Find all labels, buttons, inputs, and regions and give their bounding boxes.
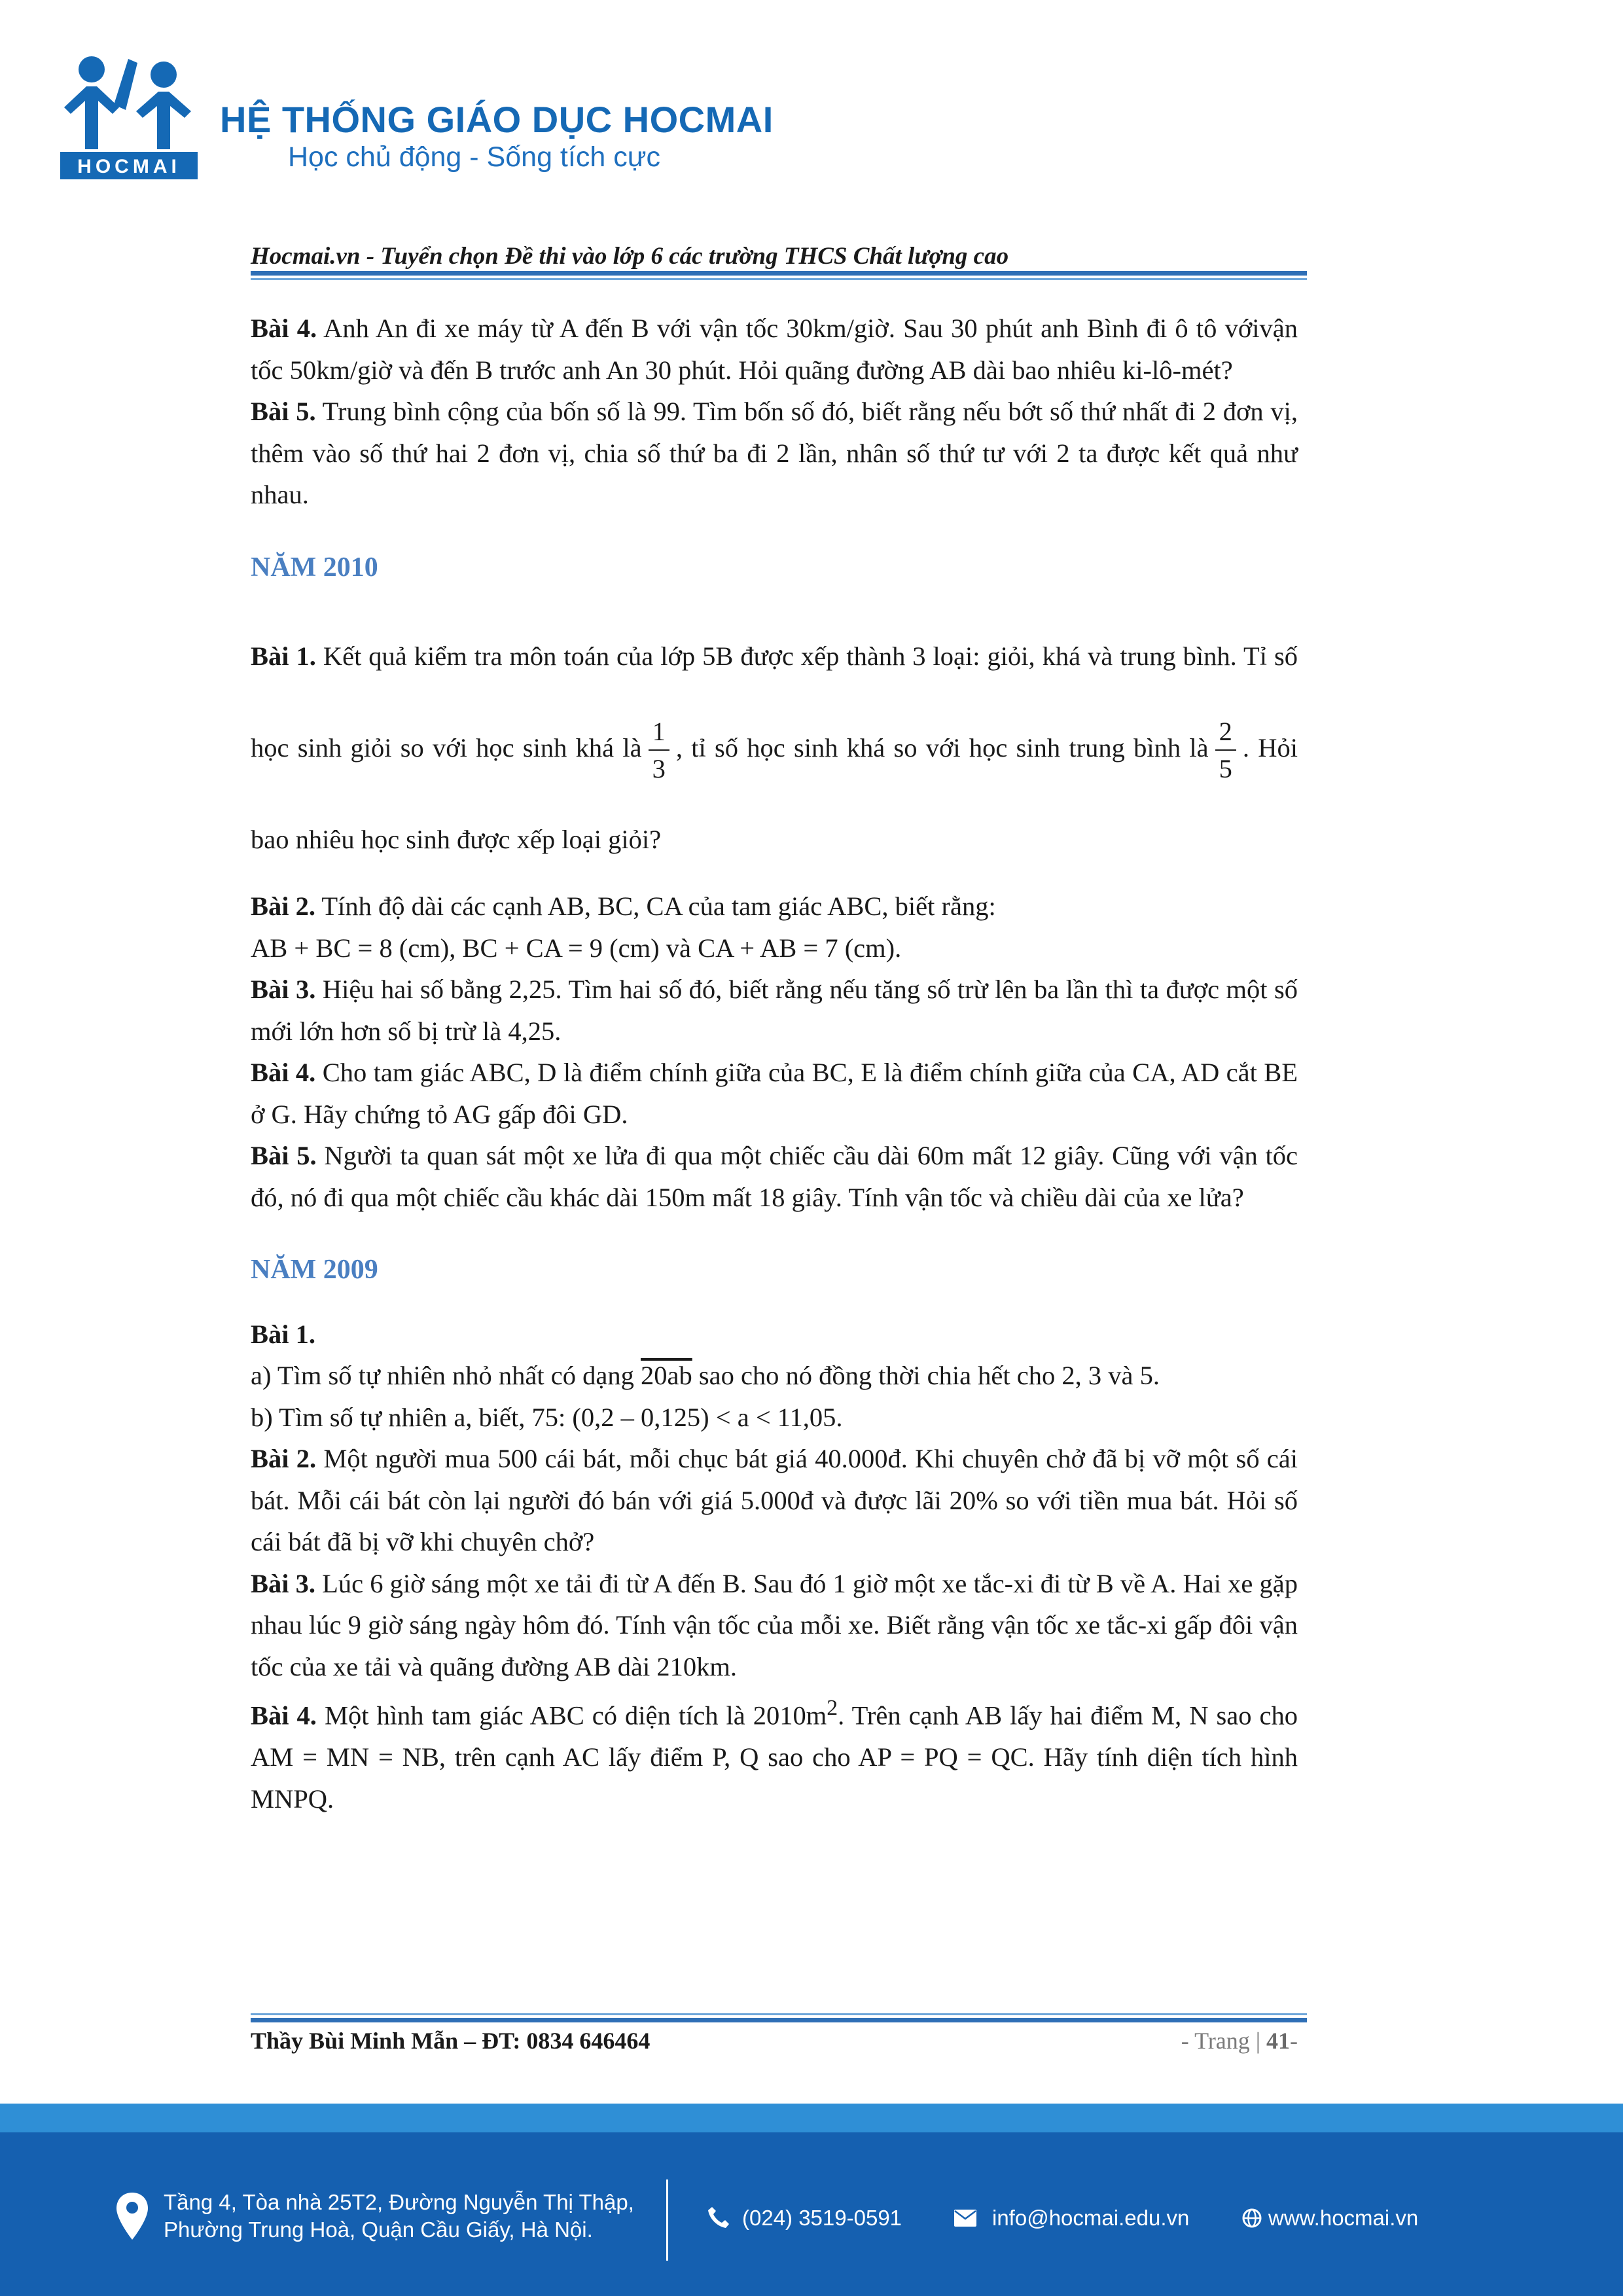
footer-separator	[666, 2179, 668, 2261]
problem-2010-4: Bài 4. Cho tam giác ABC, D là điểm chính giữa của BC, E là điểm chính giữa của CA, AD cắt BE ở G. Hãy chứng tỏ AG gấp đôi GD.	[251, 1058, 1298, 1129]
problem-2010-2: Bài 2. Tính độ dài các cạnh AB, BC, CA của tam giác ABC, biết rằng:	[251, 891, 996, 921]
problem-2009-1b: b) Tìm số tự nhiên a, biết, 75: (0,2 – 0,125) < a < 11,05.	[251, 1402, 843, 1432]
problem-2010-2-equations: AB + BC = 8 (cm), BC + CA = 9 (cm) và CA + AB = 7 (cm).	[251, 933, 902, 963]
problem-2010-3: Bài 3. Hiệu hai số bằng 2,25. Tìm hai số đó, biết rằng nếu tăng số trừ lên ba lần thì ta được một số mới lớn hơn số bị trừ là 4,25.	[251, 975, 1298, 1046]
footer-divider-thin	[251, 2013, 1307, 2015]
fraction-one-third: $\frac{1}{3}$	[649, 719, 669, 782]
problem-2009-2: Bài 2. Một người mua 500 cái bát, mỗi chục bát giá 40.000đ. Khi chuyên chở đã bị vỡ một số cái bát. Mỗi cái bát còn lại người đó bán với giá 5.000đ và được lãi 20% so với tiền mua bát. Hỏi số cái bát đã bị vỡ khi chuyên chở?	[251, 1444, 1298, 1556]
address-line-2: Phường Trung Hoà, Quận Cầu Giấy, Hà Nội.	[164, 2217, 593, 2242]
problem-2009-3: Bài 3. Lúc 6 giờ sáng một xe tải đi từ A đến B. Sau đó 1 giờ một xe tắc-xi đi từ B về A. Hai xe gặp nhau lúc 9 giờ sáng ngày hôm đó. Tính vận tốc của mỗi xe. Biết rằng vận tốc xe tắc-xi gấp đôi vận tốc của xe tải và quãng đường AB dài 210km.	[251, 1568, 1298, 1681]
problem-intro-4: Bài 4. Anh An đi xe máy từ A đến B với vận tốc 30km/giờ. Sau 30 phút anh Bình đi ô tô vớivận tốc 50km/giờ và đến B trước anh An 30 phút. Hỏi quãng đường AB dài bao nhiêu ki-lô-mét?	[251, 314, 1298, 385]
problem-intro-5: Bài 5. Trung bình cộng của bốn số là 99. Tìm bốn số đó, biết rằng nếu bớt số thứ nhất đi 2 đơn vị, thêm vào số thứ hai 2 đơn vị, chia số thứ ba đi 2 lần, nhân số thứ tư với 2 ta được kết quả như nhau.	[251, 397, 1298, 509]
phone-number[interactable]: (024) 3519-0591	[742, 2206, 902, 2230]
number-20ab: 20ab	[640, 1361, 692, 1390]
location-pin-icon	[116, 2193, 148, 2240]
address-line-1: Tầng 4, Tòa nhà 25T2, Đường Nguyễn Thị Thập,	[164, 2190, 634, 2214]
teacher-contact: Thầy Bùi Minh Mẫn – ĐT: 0834 646464	[251, 2028, 651, 2054]
document-title: Hocmai.vn - Tuyển chọn Đề thi vào lớp 6 các trường THCS Chất lượng cao	[251, 243, 1009, 270]
problem-2009-4: Bài 4. Một hình tam giác ABC có diện tích là $2010m^2$. Trên cạnh AB lấy hai điểm M, N sao cho AM = MN = NB, trên cạnh AC lấy điểm P, Q sao cho AP = PQ = QC. Hãy tính diện tích hình MNPQ.	[251, 1696, 1298, 1814]
globe-icon	[1242, 2208, 1262, 2228]
year-heading-2010: NĂM 2010	[251, 552, 378, 583]
email-icon	[954, 2210, 976, 2227]
footer-divider	[251, 2018, 1307, 2022]
page-number: - Trang | 41-	[1181, 2028, 1298, 2054]
hocmai-logo	[60, 51, 198, 179]
year-heading-2009: NĂM 2009	[251, 1255, 378, 1285]
logo-figures-icon	[60, 51, 198, 179]
problem-2009-1-label: Bài 1.	[251, 1319, 316, 1349]
footer-band-light	[0, 2104, 1623, 2132]
exercise-content	[251, 308, 1298, 1820]
logo-text: HOCMAI	[77, 156, 181, 177]
header-divider-thin	[251, 278, 1307, 280]
problem-2010-1: Bài 1. Kết quả kiểm tra môn toán của lớp 5B được xếp thành 3 loại: giỏi, khá và trung bình. Tỉ số học sinh giỏi so với học sinh khá là $\frac{1}{3}$ , tỉ số học sinh khá so với học sinh trung bình là $\frac{2}{5}$ . Hỏi bao nhiêu học sinh được xếp loại giỏi?	[251, 641, 1298, 854]
fraction-two-fifths: $\frac{2}{5}$	[1215, 719, 1236, 782]
phone-icon	[707, 2206, 730, 2229]
problem-2010-5: Bài 5. Người ta quan sát một xe lửa đi qua một chiếc cầu dài 60m mất 12 giây. Cũng với vận tốc đó, nó đi qua một chiếc cầu khác dài 150m mất 18 giây. Tính vận tốc và chiều dài của xe lửa?	[251, 1141, 1298, 1212]
website-link[interactable]: www.hocmai.vn	[1268, 2206, 1419, 2230]
brand-title: HỆ THỐNG GIÁO DỤC HOCMAI	[220, 99, 774, 140]
email-address[interactable]: info@hocmai.edu.vn	[992, 2206, 1190, 2230]
brand-slogan: Học chủ động - Sống tích cực	[288, 141, 660, 173]
header-divider	[251, 271, 1307, 276]
problem-2009-1a: a) Tìm số tự nhiên nhỏ nhất có dạng 20ab sao cho nó đồng thời chia hết cho 2, 3 và 5.	[251, 1361, 1160, 1390]
